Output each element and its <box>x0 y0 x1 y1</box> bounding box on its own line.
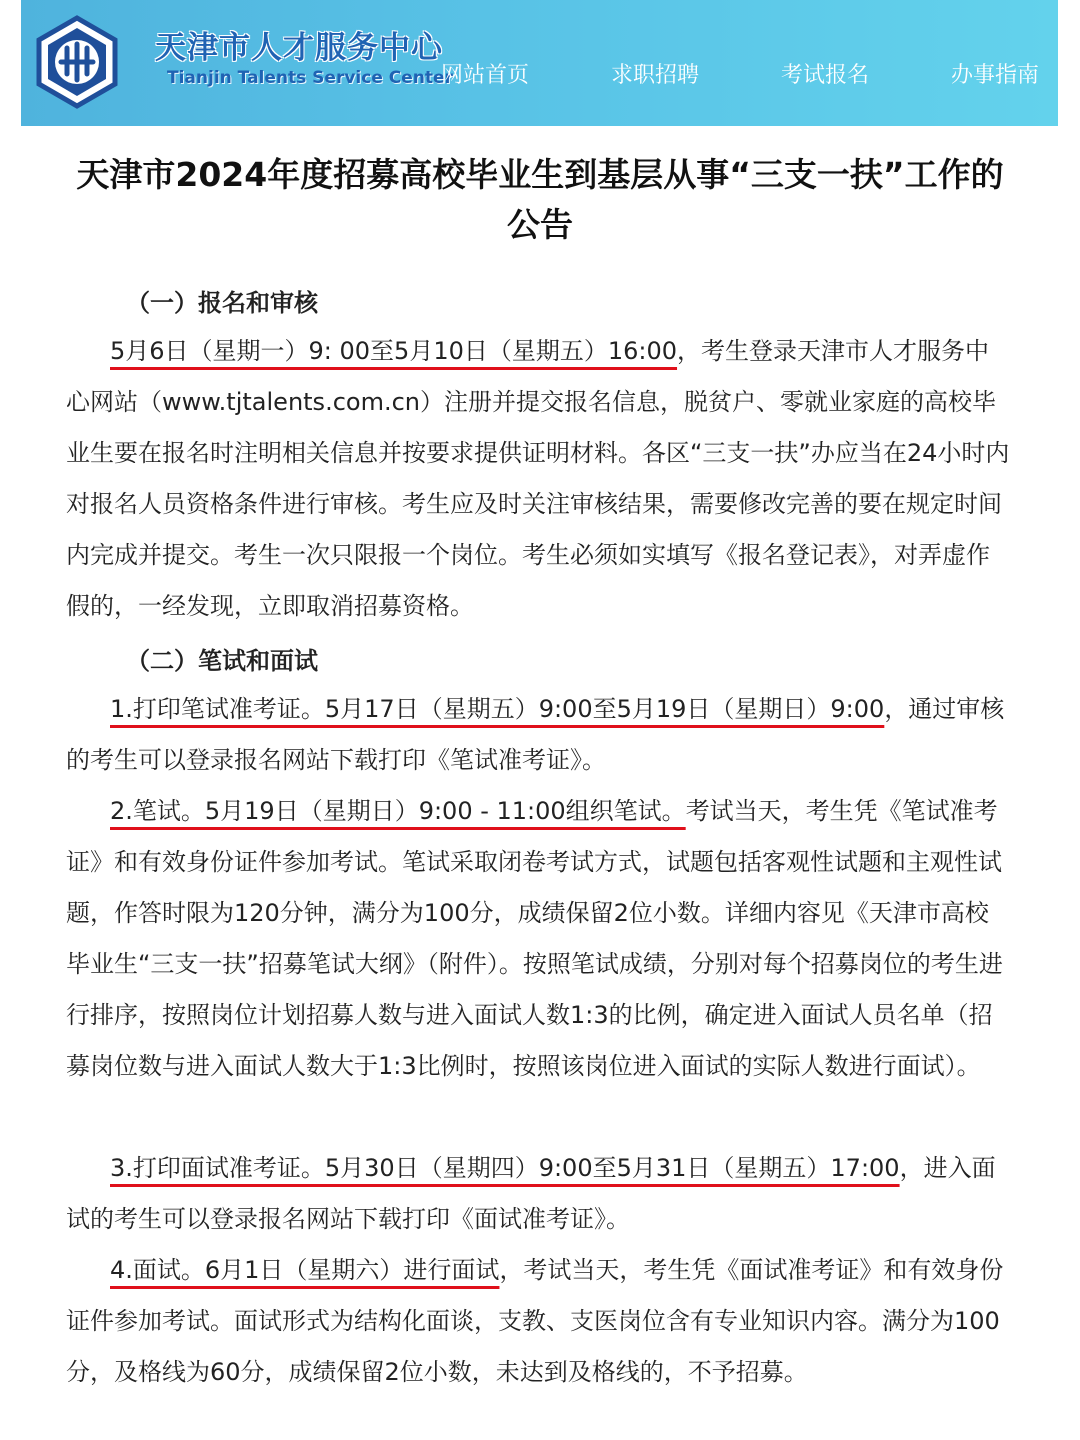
paragraph-text: 考试当天，考生凭《笔试准考证》和有效身份证件参加考试。笔试采取闭卷考试方式，试题包括客观性试题和主观性试题，作答时限为120分钟，满分为100分，成绩保留2位小数。详细内容见《天津市高校毕业生“三支一扶”招募笔试大纲》（附件）。按照笔试成绩，分别对每个招募岗位的考生进行排序，按照岗位计划招募人数与进入面试人数1:3的比例，确定进入面试人员名单（招募岗位数与进入面试人数大于1:3比例时，按照该岗位进入面试的实际人数进行面试）。 <box>66 797 1003 1080</box>
paragraph-written-exam <box>66 786 1011 1092</box>
site-name-cn: 天津市人才服务中心 <box>155 30 443 66</box>
tjtalents-logo-icon[interactable] <box>29 14 125 110</box>
article-title: 天津市2024年度招募高校毕业生到基层从事“三支一扶”工作的公告 <box>76 155 1004 244</box>
nav-service-guide[interactable]: 办事指南 <box>951 63 1040 88</box>
highlight-registration-date: 5月6日（星期一）9: 00至5月10日（星期五）16:00 <box>110 337 678 365</box>
highlight-written-exam-date: 2.笔试。5月19日（星期日）9:00 - 11:00组织笔试。 <box>110 797 686 825</box>
nav-home[interactable]: 网站首页 <box>441 63 530 88</box>
highlight-interview-date: 4.面试。6月1日（星期六）进行面试 <box>110 1256 500 1284</box>
paragraph-written-admission <box>66 684 1011 786</box>
highlight-written-admission-date: 1.打印笔试准考证。5月17日（星期五）9:00至5月19日（星期日）9:00 <box>110 695 885 723</box>
site-header <box>21 0 1058 126</box>
nav-exam-registration[interactable]: 考试报名 <box>781 63 870 88</box>
paragraph-interview-admission <box>66 1143 1011 1245</box>
paragraph-text: ，考生登录天津市人才服务中心网站（www.tjtalents.com.cn）注册并提交报名信息，脱贫户、零就业家庭的高校毕业生要在报名时注明相关信息并按要求提供证明材料。各区“三支一扶”办应当在24小时内对报名人员资格条件进行审核。考生应及时关注审核结果，需要修改完善的要在规定时间内完成并提交。考生一次只限报一个岗位。考生必须如实填写《报名登记表》，对弄虚作假的，一经发现，立即取消招募资格。 <box>66 337 1010 620</box>
highlight-interview-admission-date: 3.打印面试准考证。5月30日（星期四）9:00至5月31日（星期五）17:00 <box>110 1154 900 1182</box>
paragraph-text: ，考试当天，考生凭《面试准考证》和有效身份证件参加考试。面试形式为结构化面谈，支教、支医岗位含有专业知识内容。满分为100分，及格线为60分，成绩保留2位小数，未达到及格线的，不予招募。 <box>66 1256 1004 1386</box>
nav-jobs[interactable]: 求职招聘 <box>611 63 700 88</box>
paragraph-registration <box>66 326 1011 632</box>
paragraph-interview <box>66 1245 1011 1398</box>
paragraph-text: ，进入面试的考生可以登录报名网站下载打印《面试准考证》。 <box>66 1154 996 1233</box>
paragraph-text: ，通过审核的考生可以登录报名网站下载打印《笔试准考证》。 <box>66 695 1005 774</box>
section-heading-registration: （一）报名和审核 <box>126 289 318 317</box>
section-heading-exam: （二）笔试和面试 <box>126 647 318 675</box>
site-name-en: Tianjin Talents Service Center <box>167 68 453 88</box>
